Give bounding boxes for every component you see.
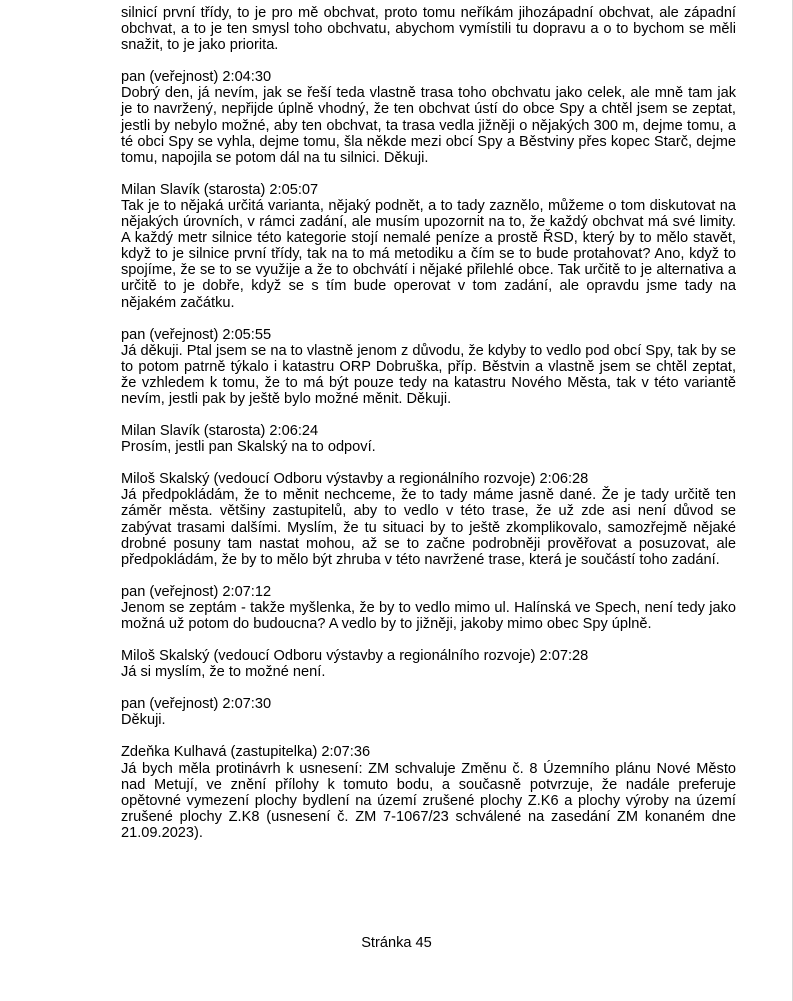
speaker-text: Jenom se zeptám - takže myšlenka, že by to vedlo mimo ul. Halínská ve Spech, není tedy jako možná už potom do budoucna? A vedlo by to jižněji, jakoby mimo obec Spy úplně. bbox=[121, 599, 736, 632]
speaker-heading: pan (veřejnost) 2:05:55 bbox=[121, 326, 272, 343]
transcript-entry bbox=[121, 744, 736, 841]
speaker-heading: pan (veřejnost) 2:07:30 bbox=[121, 696, 272, 713]
speaker-text: Tak je to nějaká určitá varianta, nějaký podnět, a to tady zaznělo, můžeme o tom diskutovat na nějakých úrovních, v rámci zadání, ale musím upozornit na to, že každý obchvat má své limity. A každý metr silnice této kategorie stojí nemalé peníze a prostě ŘSD, který by to mělo stavět, když to je silnice první třídy, tak na to má metodiku a čím se to bude protahovat? Ano, když to spojíme, že se to se využije a že to obchvátí i nějaké přilehlé obce. Tak určitě to je alternativa a určitě to je dobře, když se s tím bude operovat v tom zadání, ale opravdu jsme tady na nějakém začátku. bbox=[121, 197, 736, 311]
speaker-heading: Zdeňka Kulhavá (zastupitelka) 2:07:36 bbox=[121, 744, 371, 761]
transcript-entry bbox=[121, 696, 736, 728]
transcript-entry bbox=[121, 471, 736, 568]
transcript-intro: silnicí první třídy, to je pro mě obchvat, proto tomu neříkám jihozápadní obchvat, ale západní obchvat, a to je ten smysl toho obchvatu, abychom vymístili tu dopravu a o to bychom se měli snažit, to je jako priorita. bbox=[121, 5, 736, 54]
speaker-heading: pan (veřejnost) 2:07:12 bbox=[121, 583, 272, 600]
transcript-entry bbox=[121, 648, 736, 680]
transcript-entry bbox=[121, 69, 736, 166]
speaker-heading: Milan Slavík (starosta) 2:06:24 bbox=[121, 423, 319, 440]
speaker-heading: Miloš Skalský (vedoucí Odboru výstavby a regionálního rozvoje) 2:06:28 bbox=[121, 471, 589, 488]
transcript-content bbox=[121, 5, 736, 841]
transcript-entry bbox=[121, 182, 736, 311]
transcript-entry bbox=[121, 327, 736, 407]
speaker-text: Já si myslím, že to možné není. bbox=[121, 664, 326, 681]
speaker-text: Dobrý den, já nevím, jak se řeší teda vlastně trasa toho obchvatu jako celek, ale mně tam jak je to navržený, nepřijde úplně vhodný, že ten obchvat ústí do obce Spy a chtěl jsem se zeptat, jestli by nebylo možné, aby ten obchvat, ta trasa vedla jižněji o nějakých 300 m, dejme tomu, a té obci Spy se vyhla, dejme tomu, šla někde mezi obcí Spy a Běstviny přes kopec Starč, dejme tomu, napojila se potom dál na tu silnici. Děkuji. bbox=[121, 85, 736, 166]
transcript-entry bbox=[121, 584, 736, 632]
speaker-text: Já předpokládám, že to měnit nechceme, že to tady máme jasně dané. Že je tady určitě ten záměr města. většiny zastupitelů, aby to vedlo v této trase, že už zde asi není důvod se zabývat trasami dalšími. Myslím, že tu situaci by to ještě zkomplikovalo, samozřejmě nějaké drobné posuny tam nastat mohou, až se to začne podrobněji prověřovat a posuzovat, ale předpokládám, že by to mělo být zhruba v této navržené trase, která je součástí toho zadání. bbox=[121, 487, 736, 568]
speaker-text: Já bych měla protinávrh k usnesení: ZM schvaluje Změnu č. 8 Územního plánu Nové Město nad Metují, ve znění přílohy k tomuto bodu, a současně potvrzuje, že nadále preferuje opětovné vymezení plochy bydlení na území zrušené plochy Z.K6 a plochy výroby na území zrušené plochy Z.K8 (usnesení č. ZM 7-1067/23 schválené na zasedání ZM konaném dne 21.09.2023). bbox=[121, 760, 736, 841]
speaker-heading: Miloš Skalský (vedoucí Odboru výstavby a regionálního rozvoje) 2:07:28 bbox=[121, 648, 589, 665]
transcript-entry bbox=[121, 423, 736, 455]
speaker-text: Děkuji. bbox=[121, 712, 166, 729]
speaker-text: Prosím, jestli pan Skalský na to odpoví. bbox=[121, 439, 376, 456]
speaker-heading: Milan Slavík (starosta) 2:05:07 bbox=[121, 181, 319, 198]
speaker-text: Já děkuji. Ptal jsem se na to vlastně jenom z důvodu, že kdyby to vedlo pod obcí Spy, tak by se to potom patrně týkalo i katastru ORP Dobruška, příp. Běstvin a vlastně jsem se chtěl zeptat, že vzhledem k tomu, že to má být pouze tedy na katastru Nového Města, tak v této variantě nevím, jestli pak by ještě bylo možné měnit. Děkuji. bbox=[121, 342, 736, 407]
page-number: Stránka 45 bbox=[361, 935, 432, 951]
speaker-heading: pan (veřejnost) 2:04:30 bbox=[121, 69, 272, 86]
